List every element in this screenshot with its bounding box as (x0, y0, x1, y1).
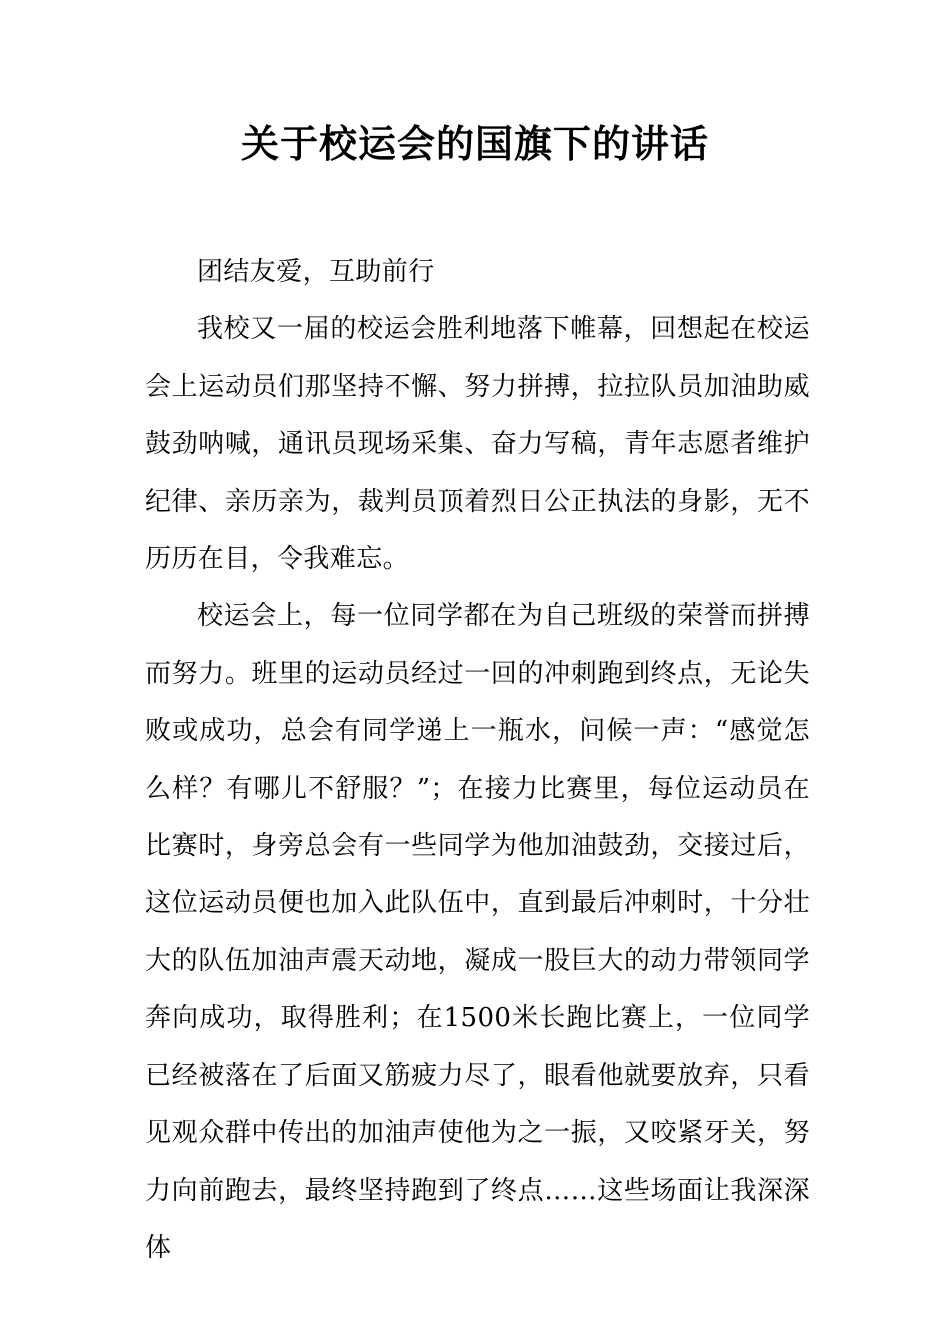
paragraph-2: 校运会上，每一位同学都在为自己班级的荣誉而拼搏而努力。班里的运动员经过一回的冲刺跑到终点，无论失败或成功，总会有同学递上一瓶水，问候一声：“感觉怎么样？有哪儿不舒服？”；在接力比赛里，每位运动员在比赛时，身旁总会有一些同学为他加油鼓劲，交接过后，这位运动员便也加入此队伍中，直到最后冲刺时，十分壮大的队伍加油声震天动地，凝成一股巨大的动力带领同学奔向成功，取得胜利；在1500米长跑比赛上，一位同学已经被落在了后面又筋疲力尽了，眼看他就要放弃，只看见观众群中传出的加油声使他为之一振，又咬紧牙关，努力向前跑去，最终坚持跑到了终点……这些场面让我深深体 (145, 601, 810, 1263)
paragraph-subtitle: 团结友爱，互助前行 (197, 257, 435, 287)
paragraph-1: 我校又一届的校运会胜利地落下帷幕，回想起在校运会上运动员们那坚持不懈、努力拼搏，拉拉队员加油助威鼓劲呐喊，通讯员现场采集、奋力写稿，青年志愿者维护纪律、亲历亲为，裁判员顶着烈日公正执法的身影，无不历历在目，令我难忘。 (145, 314, 810, 575)
document-body (145, 244, 810, 1277)
document-title: 关于校运会的国旗下的讲话 (240, 121, 709, 166)
